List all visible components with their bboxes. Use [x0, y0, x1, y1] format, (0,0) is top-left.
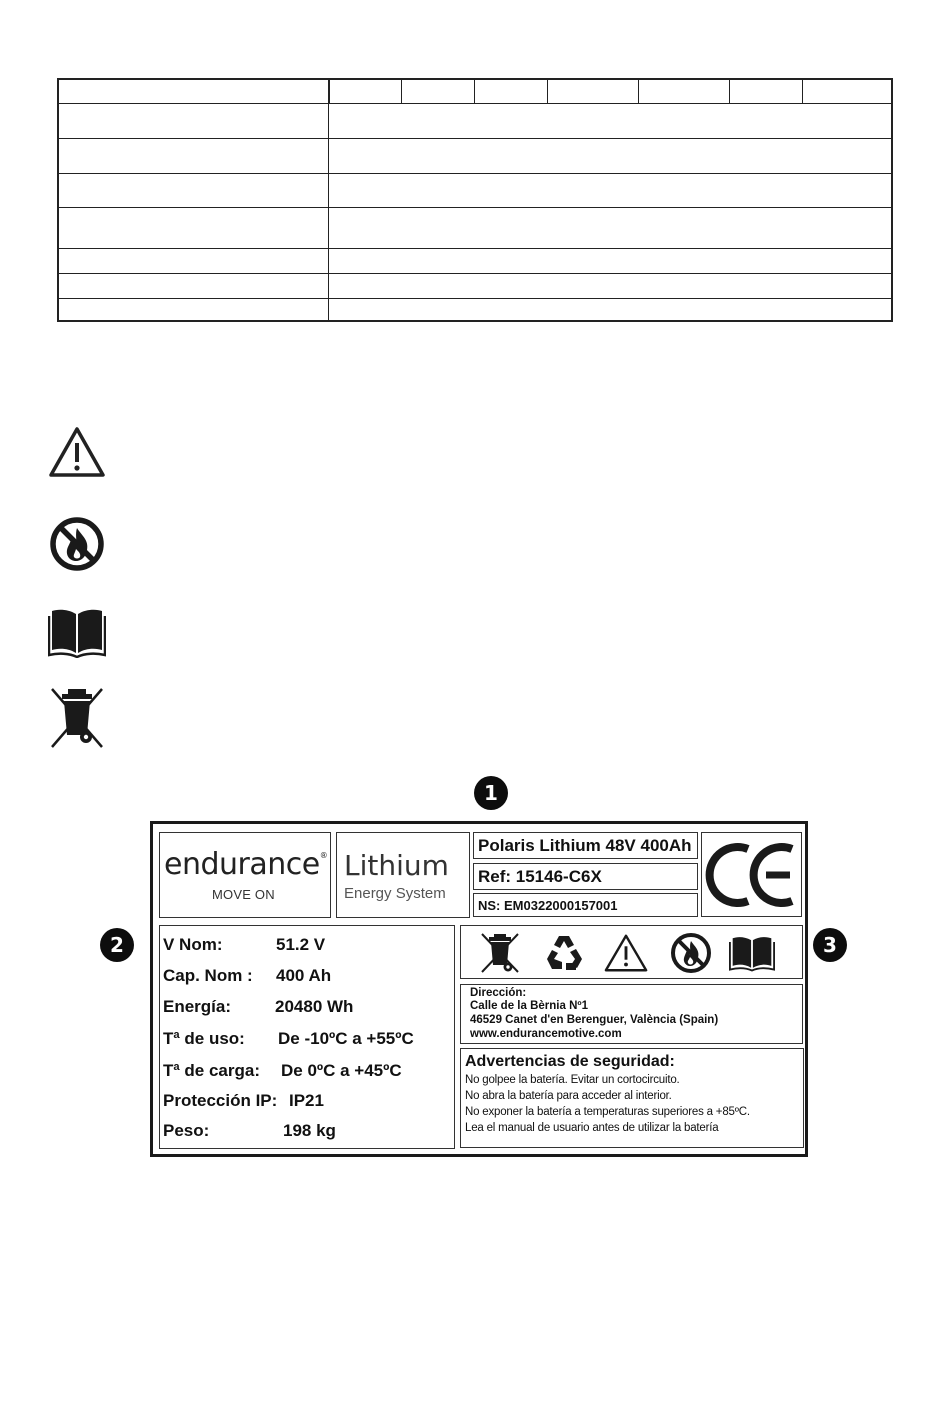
spec-value: De 0ºC a +45ºC — [281, 1061, 402, 1080]
table-header-cell — [803, 80, 893, 104]
warnings-title: Advertencias de seguridad: — [465, 1053, 675, 1070]
safety-warnings-box — [460, 1048, 804, 1148]
spec-key: Tª de uso: — [163, 1029, 245, 1048]
table-header-cell — [59, 80, 330, 104]
spec-key: Protección IP: — [163, 1091, 278, 1110]
table-row-label — [59, 174, 328, 207]
warning-triangle-icon — [603, 930, 649, 976]
table-header-cell — [402, 80, 475, 104]
ref-box — [473, 863, 698, 890]
spec-key: V Nom: — [163, 935, 223, 954]
recycle-icon — [541, 930, 587, 976]
brand-logo — [159, 832, 331, 918]
table-row-label — [59, 299, 328, 322]
address-city: 46529 Canet d'en Berenguer, València (Spain) — [470, 1014, 719, 1026]
spec-key: Energía: — [163, 997, 232, 1016]
crossed-bin-icon — [477, 930, 523, 976]
serial-number: NS: EM0322000157001 — [478, 898, 618, 913]
table-header-cell — [639, 80, 730, 104]
table-row-label — [59, 104, 328, 138]
warning-line: Lea el manual de usuario antes de utilizar la batería — [465, 1122, 719, 1134]
fire-hazard-icon — [42, 514, 112, 574]
warning-line: No abra la batería para acceder al interior. — [465, 1090, 672, 1102]
crossed-bin-icon — [42, 684, 112, 752]
address-street: Calle de la Bèrnia Nº1 — [470, 1000, 588, 1012]
serial-box — [473, 893, 698, 917]
ce-mark-box — [701, 832, 802, 917]
table-row-value — [330, 249, 891, 273]
spec-table — [57, 78, 893, 322]
table-column-divider — [328, 80, 329, 320]
table-row-value — [330, 299, 891, 322]
callout-marker-3: 3 — [813, 928, 847, 962]
model-box — [473, 832, 698, 859]
spec-value: 20480 Wh — [275, 997, 354, 1016]
table-row-label — [59, 208, 328, 248]
callout-marker-1: 1 — [474, 776, 508, 810]
specs-box — [159, 925, 455, 1149]
reference-number: Ref: 15146-C6X — [478, 867, 602, 886]
table-header-cell — [330, 80, 402, 104]
spec-value: 400 Ah — [276, 966, 332, 985]
table-row-value — [330, 274, 891, 298]
spec-value: 198 kg — [283, 1121, 336, 1140]
product-line-logo — [336, 832, 470, 918]
model-name: Polaris Lithium 48V 400Ah — [478, 836, 692, 855]
table-row-label — [59, 249, 328, 273]
brand-name: endurance® — [164, 847, 328, 882]
table-row-value — [330, 104, 891, 138]
warning-triangle-icon — [42, 424, 112, 480]
table-header-cell — [730, 80, 803, 104]
table-row-value — [330, 174, 891, 207]
spec-value: IP21 — [289, 1091, 324, 1110]
callout-marker-2: 2 — [100, 928, 134, 962]
warning-line: No golpee la batería. Evitar un cortocircuito. — [465, 1074, 680, 1086]
product-line-subtitle: Energy System — [344, 885, 446, 902]
product-line-title: Lithium — [344, 849, 449, 882]
spec-value: De -10ºC a +55ºC — [278, 1029, 414, 1048]
table-row-label — [59, 139, 328, 173]
table-header-cell — [475, 80, 548, 104]
spec-key: Tª de carga: — [163, 1061, 260, 1080]
battery-rating-label — [150, 821, 808, 1157]
manual-book-icon — [42, 604, 112, 660]
fire-hazard-icon — [668, 930, 714, 976]
website-url: www.endurancemotive.com — [470, 1028, 622, 1040]
spec-key: Cap. Nom : — [163, 966, 253, 985]
table-header-cell — [548, 80, 639, 104]
table-row-value — [330, 208, 891, 248]
address-box — [460, 984, 803, 1044]
symbols-strip — [460, 925, 803, 979]
brand-tagline: MOVE ON — [212, 887, 275, 902]
manual-book-icon — [729, 930, 775, 976]
table-row-label — [59, 274, 328, 298]
ce-mark-icon — [704, 835, 800, 915]
spec-value: 51.2 V — [276, 935, 326, 954]
address-heading: Dirección: — [470, 987, 527, 999]
spec-key: Peso: — [163, 1121, 210, 1140]
table-row-value — [330, 139, 891, 173]
warning-line: No exponer la batería a temperaturas superiores a +85ºC. — [465, 1106, 750, 1118]
